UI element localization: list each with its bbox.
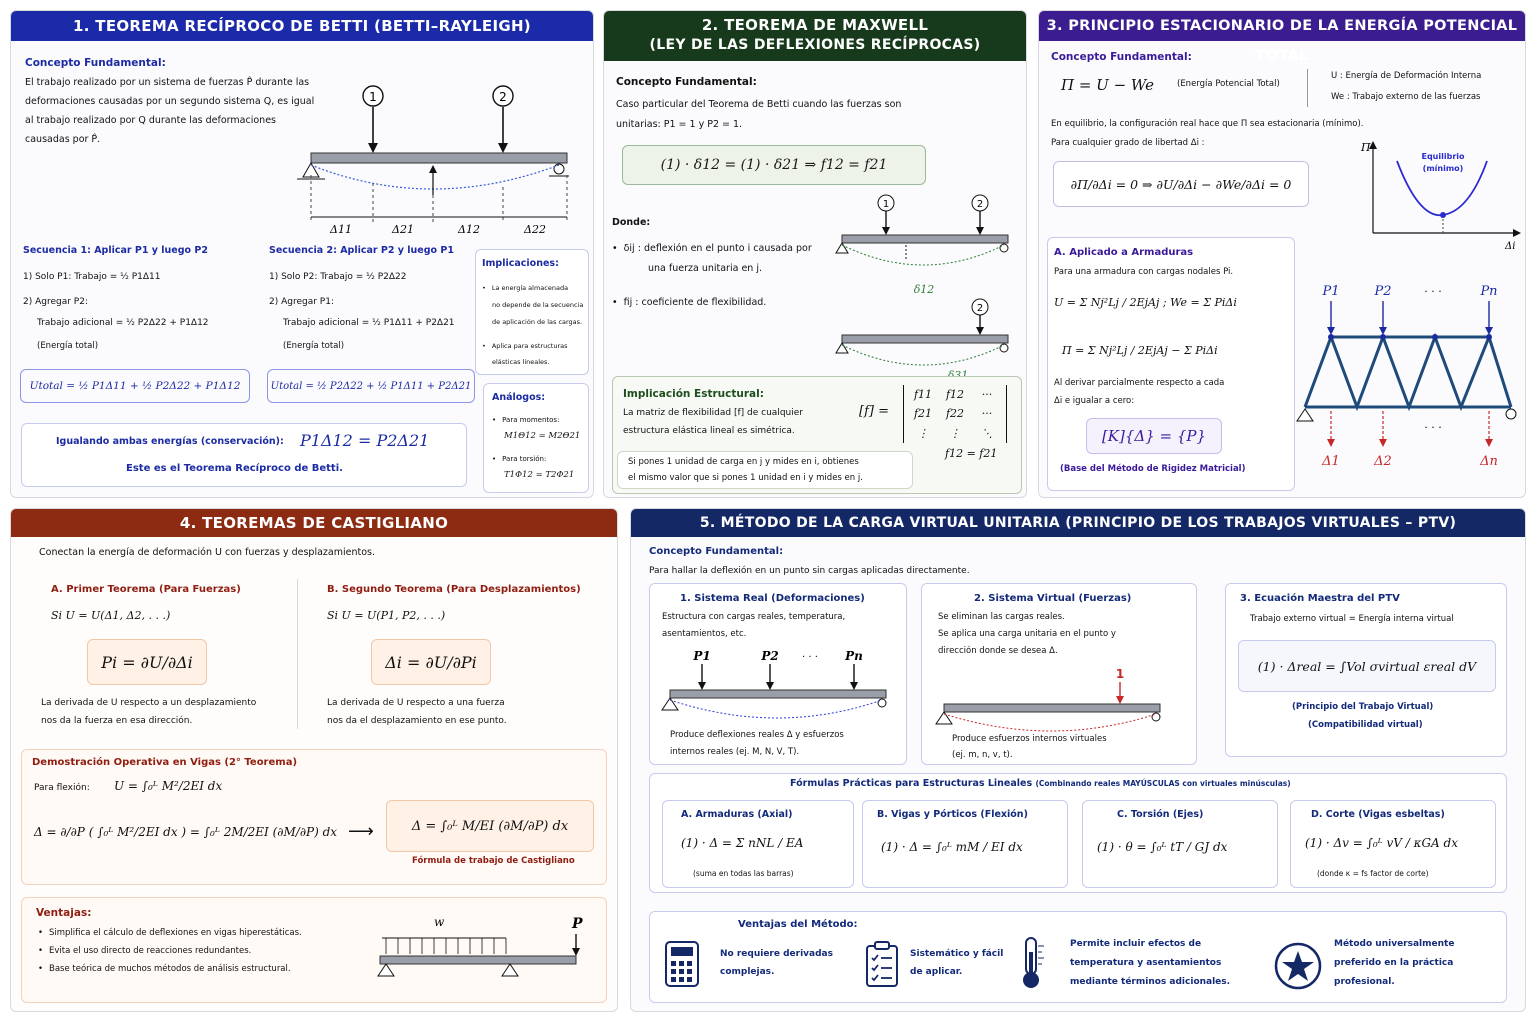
- seq1-title: Secuencia 1: Aplicar P1 y luego P2: [23, 245, 208, 256]
- formula-card-title: D. Corte (Vigas esbeltas): [1311, 809, 1445, 820]
- concept-title: Concepto Fundamental:: [25, 57, 166, 69]
- impl-line: elásticas lineales.: [492, 358, 550, 366]
- formula-card-eq: (1) · θ = ∫₀ᴸ tT / GJ dx: [1097, 840, 1228, 854]
- betti-beam-diagram: [291, 83, 571, 236]
- concept-line: causadas por P̂.: [25, 134, 101, 145]
- method-advantages-box: [649, 911, 1507, 1003]
- virtual-system-text: dirección donde se desea Δ.: [938, 646, 1058, 656]
- real-system-text: asentamientos, etc.: [662, 629, 747, 639]
- truss-delta: Δn: [1480, 454, 1498, 469]
- concept-text: Para hallar la deflexión en un punto sin cargas aplicadas directamente.: [649, 566, 970, 576]
- flex-label: Para flexión:: [34, 783, 90, 793]
- seq2-title: Secuencia 2: Aplicar P2 y luego P1: [269, 245, 454, 256]
- truss-load: P2: [1374, 284, 1392, 299]
- real-system-text: Estructura con cargas reales, temperatura,: [662, 612, 846, 622]
- panel-title: 4. TEOREMAS DE CASTIGLIANO: [11, 509, 617, 537]
- advantage-text: No requiere derivadas: [720, 949, 833, 959]
- real-system-title: 1. Sistema Real (Deformaciones): [680, 593, 865, 604]
- note-line: Si pones 1 unidad de carga en j y mides en i, obtienes: [628, 457, 859, 467]
- ptv-equation-box: [1225, 583, 1507, 757]
- matrix-cell: ⋮: [917, 426, 929, 440]
- concept-line: deformaciones causadas por un segundo sistema Q, es igual: [25, 96, 315, 107]
- second-theorem-title: B. Segundo Teorema (Para Desplazamientos): [327, 584, 581, 595]
- w-label: w: [434, 915, 445, 929]
- implications-title: Implicaciones:: [482, 258, 559, 269]
- formula-card-a: [662, 800, 854, 888]
- deriv-text: Al derivar parcialmente respecto a cada: [1054, 378, 1225, 388]
- matrix-cell: ⋮: [949, 426, 961, 440]
- def-line: una fuerza unitaria en j.: [648, 263, 762, 274]
- note-line: el mismo valor que si pones 1 unidad en i y mides en j.: [628, 473, 863, 483]
- seq1-step: 1) Solo P1: Trabajo = ½ P1Δ11: [23, 272, 161, 282]
- graph-label: Equilibrio: [1421, 152, 1465, 161]
- flex-matrix: [903, 385, 1007, 443]
- advantages-title: Ventajas:: [36, 907, 92, 919]
- virtual-system-text: Se aplica una carga unitaria en el punto y: [938, 629, 1116, 639]
- advantage-text: preferido en la práctica: [1334, 958, 1454, 968]
- second-theorem-eq: Δi = ∂U/∂Pi: [371, 639, 491, 685]
- pi-label: (Energía Potencial Total): [1177, 79, 1280, 89]
- equilibrium-text: En equilibrio, la configuración real hace que Π sea estacionaria (mínimo).: [1051, 119, 1364, 129]
- castigliano-formula: Δ = ∫₀ᴸ M/EI (∂M/∂P) dx: [386, 800, 594, 852]
- delta-12: Δ12: [458, 223, 480, 236]
- demo-title: Demostración Operativa en Vigas (2° Teorema): [32, 757, 298, 768]
- star-icon: [1274, 942, 1322, 990]
- seq2-total: Utotal = ½ P2Δ22 + ½ P1Δ11 + P2Δ21: [267, 369, 475, 403]
- real-load: Pn: [845, 649, 863, 663]
- formulas-title: [790, 778, 1291, 791]
- truss-diagram: [1297, 281, 1523, 471]
- equal-label: Igualando ambas energías (conservación):: [56, 436, 284, 447]
- u-we-equation: U = Σ Nj²Lj / 2EjAj ; We = Σ PiΔi: [1054, 296, 1237, 309]
- intro-text: Conectan la energía de deformación U con fuerzas y desplazamientos.: [39, 547, 375, 558]
- formulas-title-text: Fórmulas Prácticas para Estructuras Lineales: [790, 778, 1033, 789]
- label-2b: 2: [976, 303, 984, 314]
- first-theorem-if: Si U = U(Δ1, Δ2, . . .): [51, 609, 171, 622]
- truss-delta: Δ1: [1322, 454, 1340, 469]
- matrix-cell: ⋱: [981, 426, 993, 440]
- implication-box: [612, 376, 1022, 494]
- first-theorem-text: La derivada de U respecto a un desplazamiento: [41, 698, 257, 708]
- panel-maxwell: [603, 10, 1027, 498]
- note-box: [617, 451, 913, 489]
- truss-load: P1: [1322, 284, 1340, 299]
- armaduras-text: Para una armadura con cargas nodales Pi.: [1054, 267, 1234, 277]
- advantage-text: complejas.: [720, 967, 775, 977]
- advantages-box: [21, 897, 607, 1003]
- advantage-text: Permite incluir efectos de: [1070, 939, 1202, 949]
- delta-21: Δ21: [392, 223, 414, 236]
- implication-line: La matriz de flexibilidad [f] de cualquier: [623, 408, 803, 418]
- formulas-box: [649, 773, 1507, 893]
- implications-box: [475, 249, 589, 375]
- title-line-2: (LEY DE LAS DEFLEXIONES RECÍPROCAS): [649, 37, 981, 53]
- ptv-master-equation: (1) · Δreal = ∫Vol σvirtual εreal dV: [1238, 640, 1496, 692]
- seq2-step: Trabajo adicional = ½ P1Δ11 + P2Δ21: [283, 318, 455, 328]
- stationary-equation: ∂Π/∂Δi = 0 ⇒ ∂U/∂Δi − ∂We/∂Δi = 0: [1053, 161, 1309, 207]
- virtual-system-box: [921, 583, 1197, 765]
- arrow-icon: ⟶: [348, 821, 374, 842]
- matrix-cell: f22: [945, 407, 965, 421]
- virtual-beam-diagram: [936, 648, 1176, 718]
- analog-line: • Para momentos:: [492, 416, 559, 425]
- calculator-icon: [664, 940, 700, 988]
- formula-card-title: C. Torsión (Ejes): [1117, 809, 1204, 820]
- demo-box: [21, 749, 607, 885]
- truss-delta: · · ·: [1424, 421, 1442, 434]
- formula-card-b: [862, 800, 1068, 888]
- f-symmetric: f12 = f21: [945, 447, 998, 460]
- real-beam-diagram: [660, 648, 896, 718]
- seq1-step: Trabajo adicional = ½ P2Δ22 + P1Δ12: [37, 318, 209, 328]
- analog-eq: M1Θ12 = M2Θ21: [504, 431, 581, 441]
- pi-sum-equation: Π = Σ Nj²Lj / 2EjAj − Σ PiΔi: [1062, 344, 1218, 357]
- matrix-cell: ···: [981, 407, 993, 421]
- u-def: U : Energía de Deformación Interna: [1331, 71, 1482, 81]
- concept-title: Concepto Fundamental:: [616, 76, 757, 88]
- advantage-text: mediante términos adicionales.: [1070, 977, 1231, 987]
- concept-line: al trabajo realizado por Q durante las deformaciones: [25, 115, 276, 126]
- advantage-text: Método universalmente: [1334, 939, 1455, 949]
- truss-load: · · ·: [1424, 285, 1442, 298]
- formula-card-c: [1082, 800, 1278, 888]
- matrix-label: [f] =: [859, 404, 889, 419]
- formula-card-note: (donde κ = fs factor de corte): [1317, 869, 1429, 878]
- armaduras-box: [1047, 237, 1295, 491]
- advantage-item: • Evita el uso directo de reacciones redundantes.: [38, 946, 251, 957]
- advantage-text: Sistemático y fácil: [910, 949, 1004, 959]
- advantage-item: • Base teórica de muchos métodos de análisis estructural.: [38, 964, 291, 975]
- panel-title: 5. MÉTODO DE LA CARGA VIRTUAL UNITARIA (PRINCIPIO DE LOS TRABAJOS VIRTUALES – PTV): [631, 509, 1525, 537]
- analog-eq: T1Φ12 = T2Φ21: [504, 470, 575, 480]
- checklist-icon: [864, 940, 900, 988]
- formula-card-title: A. Armaduras (Axial): [681, 809, 793, 820]
- deriv-text: Δi e igualar a cero:: [1054, 396, 1135, 406]
- ptv-equation-title: 3. Ecuación Maestra del PTV: [1240, 593, 1400, 604]
- stiffness-equation: [K]{Δ} = {P}: [1086, 418, 1222, 454]
- panel-title: [604, 11, 1026, 61]
- conclusion-box: [21, 423, 467, 487]
- pi-equation: Π = U − We: [1061, 76, 1155, 94]
- advantage-text: temperatura y asentamientos: [1070, 958, 1222, 968]
- unit-load-label: 1: [1115, 667, 1125, 681]
- stiffness-base: (Base del Método de Rigidez Matricial): [1060, 464, 1246, 474]
- analogs-box: [483, 383, 589, 493]
- long-eq: Δ = ∂/∂P ( ∫₀ᴸ M²/2EI dx ) = ∫₀ᴸ 2M/2EI (∂M/∂P) dx: [34, 825, 338, 839]
- panel-title: 1. TEOREMA RECÍPROCO DE BETTI (BETTI–RAYLEIGH): [11, 11, 593, 41]
- P-label: P: [572, 916, 583, 932]
- formula-card-d: [1290, 800, 1496, 888]
- graph-x-label: Δi: [1505, 241, 1516, 252]
- maxwell-beam-diagrams: [832, 195, 1022, 375]
- real-system-bottom: internos reales (ej. M, N, V, T).: [670, 747, 800, 757]
- armaduras-title: A. Aplicado a Armaduras: [1054, 247, 1194, 258]
- analogs-title: Análogos:: [492, 392, 546, 403]
- ptv-label: (Principio del Trabajo Virtual): [1292, 702, 1434, 712]
- impl-line: de aplicación de las cargas.: [492, 318, 583, 326]
- label-2: 2: [976, 199, 984, 210]
- real-system-bottom: Produce deflexiones reales Δ y esfuerzos: [670, 730, 844, 740]
- panel-carga-virtual: [630, 508, 1526, 1012]
- formula-card-eq: (1) · Δ = Σ nNL / EA: [681, 836, 804, 850]
- matrix-cell: f11: [913, 388, 933, 402]
- truss-load: Pn: [1480, 284, 1498, 299]
- donde-label: Donde:: [612, 217, 651, 228]
- graph-label: (mínimo): [1422, 164, 1464, 173]
- concept-title: Concepto Fundamental:: [649, 546, 784, 557]
- energy-minimum-graph: [1361, 141, 1521, 252]
- graph-y-label: Π: [1361, 141, 1371, 154]
- impl-line: no depende de la secuencia: [492, 301, 584, 309]
- first-theorem-eq: Pi = ∂U/∂Δi: [87, 639, 207, 685]
- load-2-label: 2: [499, 90, 507, 104]
- ptv-label: (Compatibilidad virtual): [1308, 720, 1423, 730]
- real-load: P1: [693, 649, 711, 663]
- dof-text: Para cualquier grado de libertad Δi :: [1051, 138, 1205, 148]
- concept-line: El trabajo realizado por un sistema de fuerzas P̂ durante las: [25, 77, 310, 88]
- real-load: · · ·: [802, 652, 818, 663]
- ptv-equation-text: Trabajo externo virtual = Energía interna virtual: [1250, 614, 1454, 624]
- second-theorem-text: nos da el desplazamiento en ese punto.: [327, 716, 507, 726]
- seq1-total: Utotal = ½ P1Δ11 + ½ P2Δ22 + P1Δ12: [20, 369, 250, 403]
- seq2-step: 2) Agregar P1:: [269, 297, 334, 307]
- implication-title: Implicación Estructural:: [623, 388, 764, 400]
- def-line: • fij : coeficiente de flexibilidad.: [612, 297, 766, 310]
- def-line: • δij : deflexión en el punto i causada por: [612, 243, 812, 256]
- real-load: P2: [761, 649, 779, 663]
- we-def: We : Trabajo externo de las fuerzas: [1331, 92, 1481, 102]
- formula-card-eq: (1) · Δv = ∫₀ᴸ vV / κGA dx: [1305, 836, 1458, 850]
- formula-card-eq: (1) · Δ = ∫₀ᴸ mM / EI dx: [881, 840, 1023, 854]
- second-theorem-text: La derivada de U respecto a una fuerza: [327, 698, 505, 708]
- virtual-system-text: Se eliminan las cargas reales.: [938, 612, 1065, 622]
- advantage-text: profesional.: [1334, 977, 1395, 987]
- virtual-system-bottom: Produce esfuerzos internos virtuales: [952, 734, 1107, 744]
- analog-line: • Para torsión:: [492, 455, 546, 464]
- matrix-cell: f21: [913, 407, 933, 421]
- delta-22: Δ22: [524, 223, 546, 236]
- loaded-beam-diagram: [362, 908, 582, 998]
- panel-energia-potencial: [1038, 10, 1526, 498]
- flex-eq: U = ∫₀ᴸ M²/2EI dx: [114, 779, 223, 793]
- delta-11: Δ11: [330, 223, 352, 236]
- delta-12-label: δ12: [913, 283, 935, 296]
- formula-card-note: (suma en todas las barras): [693, 869, 794, 878]
- matrix-cell: f12: [945, 388, 965, 402]
- castigliano-label: Fórmula de trabajo de Castigliano: [412, 856, 575, 866]
- title-line-1: 2. TEOREMA DE MAXWELL: [701, 16, 929, 34]
- real-system-box: [649, 583, 907, 765]
- impl-line: • La energía almacenada: [482, 284, 568, 293]
- truss-delta: Δ2: [1374, 454, 1392, 469]
- panel-castigliano: [10, 508, 618, 1012]
- thermometer-icon: [1018, 936, 1048, 990]
- seq2-step: 1) Solo P2: Trabajo = ½ P2Δ22: [269, 272, 407, 282]
- load-1-label: 1: [369, 90, 377, 104]
- panel-title: 3. PRINCIPIO ESTACIONARIO DE LA ENERGÍA POTENCIAL TOTAL: [1039, 11, 1525, 41]
- concept-title: Concepto Fundamental:: [1051, 51, 1192, 63]
- advantage-item: • Simplifica el cálculo de deflexiones en vigas hiperestáticas.: [38, 928, 302, 939]
- method-advantages-title: Ventajas del Método:: [738, 919, 858, 930]
- beam: [311, 153, 567, 163]
- equal-eq: P1Δ12 = P2Δ21: [300, 431, 430, 450]
- conclusion-text: Este es el Teorema Recíproco de Betti.: [126, 463, 343, 474]
- concept-line: unitarias: P1 = 1 y P2 = 1.: [616, 119, 743, 130]
- implication-line: estructura elástica lineal es simétrica.: [623, 426, 795, 436]
- label-1: 1: [882, 199, 890, 210]
- seq1-step: 2) Agregar P2:: [23, 297, 88, 307]
- seq1-step: (Energía total): [37, 341, 99, 351]
- second-theorem-if: Si U = U(P1, P2, . . .): [327, 609, 446, 622]
- formula-card-title: B. Vigas y Pórticos (Flexión): [877, 809, 1028, 820]
- maxwell-equation: (1) · δ12 = (1) · δ21 ⇒ f12 = f21: [622, 145, 926, 185]
- first-theorem-text: nos da la fuerza en esa dirección.: [41, 716, 193, 726]
- panel-betti: [10, 10, 594, 498]
- impl-line: • Aplica para estructuras: [482, 342, 568, 351]
- virtual-system-bottom: (ej. m, n, v, t).: [952, 750, 1013, 760]
- virtual-system-title: 2. Sistema Virtual (Fuerzas): [974, 593, 1132, 604]
- advantage-text: de aplicar.: [910, 967, 963, 977]
- matrix-cell: ···: [981, 388, 993, 402]
- concept-line: Caso particular del Teorema de Betti cuando las fuerzas son: [616, 99, 902, 110]
- first-theorem-title: A. Primer Teorema (Para Fuerzas): [51, 584, 241, 595]
- seq2-step: (Energía total): [283, 341, 345, 351]
- formulas-subtitle: (Combinando reales MAYÚSCULAS con virtuales minúsculas): [1035, 779, 1291, 788]
